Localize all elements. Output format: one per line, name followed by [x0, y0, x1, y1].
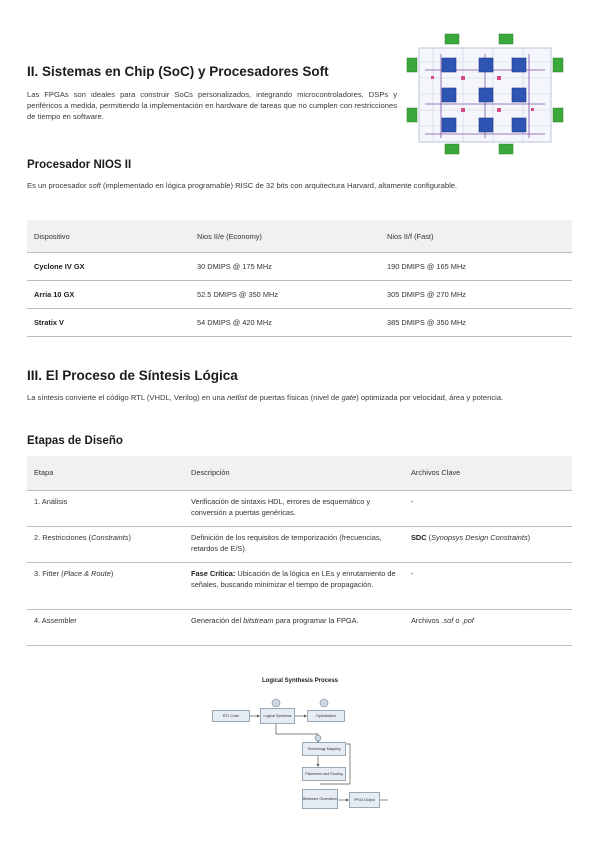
fpga-architecture-image [405, 32, 565, 156]
economy-cell: 52.5 DMIPS @ 350 MHz [190, 281, 380, 309]
header-cell: Dispositivo [27, 220, 190, 253]
files-cell: SDC (Synopsys Design Constraints) [404, 527, 572, 563]
description-cell: Fase Crítica: Ubicación de la lógica en LEs y enrutamiento de señales, buscando minimizar el tiempo de propagación. [184, 563, 404, 610]
description-cell: Generación del bitstream para programar la FPGA. [184, 610, 404, 646]
table-row [27, 563, 572, 610]
files-cell: - [404, 563, 572, 610]
etapas-title: Etapas de Diseño [27, 435, 123, 447]
optimization-box: Optimization [307, 710, 345, 722]
header-cell: Nios II/e (Economy) [190, 220, 380, 253]
description-cell: Definición de los requisitos de temporización (frecuencias, retardos de E/S). [184, 527, 404, 563]
header-cell: Etapa [27, 456, 184, 491]
section-3-intro: La síntesis convierte el código RTL (VHDL, Verilog) en una netlist de puertas físicas (nivel de gate) optimizada por velocidad, área y potencia. [27, 393, 504, 402]
table-row [27, 491, 572, 527]
section-2-intro: Las FPGAs son ideales para construir SoCs personalizados, integrando microcontroladores, DSPs y periféricos a medida, permitiendo la implementación en hardware de tareas que no cumplen con restricciones de tiempo en software. [27, 90, 397, 121]
section-3-title: III. El Proceso de Síntesis Lógica [27, 368, 238, 383]
placement-routing-box: Placement and Routing [302, 767, 346, 781]
section-2-title: II. Sistemas en Chip (SoC) y Procesadores Soft [27, 64, 329, 79]
table-header-row [27, 220, 572, 253]
nios-title: Procesador NIOS II [27, 159, 132, 171]
stage-cell: 2. Restricciones (Constraints) [27, 527, 184, 563]
stage-cell: 1. Análisis [27, 491, 184, 527]
device-cell: Arria 10 GX [27, 281, 190, 309]
fast-cell: 385 DMIPS @ 350 MHz [380, 309, 572, 337]
design-stages-table [27, 456, 572, 646]
synthesis-process-diagram [200, 672, 400, 822]
rtl-code-box: RTL Code [212, 710, 250, 722]
stage-cell: 3. Fitter (Place & Route) [27, 563, 184, 610]
header-cell: Descripción [184, 456, 404, 491]
economy-cell: 30 DMIPS @ 175 MHz [190, 253, 380, 281]
description-cell: Verificación de sintaxis HDL, errores de esquemático y conversión a puertas genéricas. [184, 491, 404, 527]
fpga-output-box: FPGA Output [349, 792, 380, 808]
files-cell: - [404, 491, 572, 527]
header-cell: Archivos Clave [404, 456, 572, 491]
table-row [27, 610, 572, 646]
table-row [27, 309, 572, 337]
nios-description: Es un procesador soft (implementado en lógica programable) RISC de 32 bits con arquitectura Harvard, altamente configurable. [27, 181, 458, 190]
device-cell: Cyclone IV GX [27, 253, 190, 281]
technology-mapping-box: Technology Mapping [302, 742, 346, 756]
table-header-row [27, 456, 572, 491]
table-row [27, 253, 572, 281]
diagram-title: Logical Synthesis Process [261, 678, 339, 684]
table-row [27, 527, 572, 563]
fast-cell: 305 DMIPS @ 270 MHz [380, 281, 572, 309]
files-cell: Archivos .sof o .pof [404, 610, 572, 646]
economy-cell: 54 DMIPS @ 420 MHz [190, 309, 380, 337]
fast-cell: 190 DMIPS @ 165 MHz [380, 253, 572, 281]
table-row [27, 281, 572, 309]
device-cell: Stratix V [27, 309, 190, 337]
bitstream-generation-box: Bitstream Generation [302, 789, 338, 809]
stage-cell: 4. Assembler [27, 610, 184, 646]
header-cell: Nios II/f (Fast) [380, 220, 572, 253]
logical-synthesis-box: Logical Synthesis [260, 708, 295, 724]
nios-performance-table [27, 220, 572, 337]
